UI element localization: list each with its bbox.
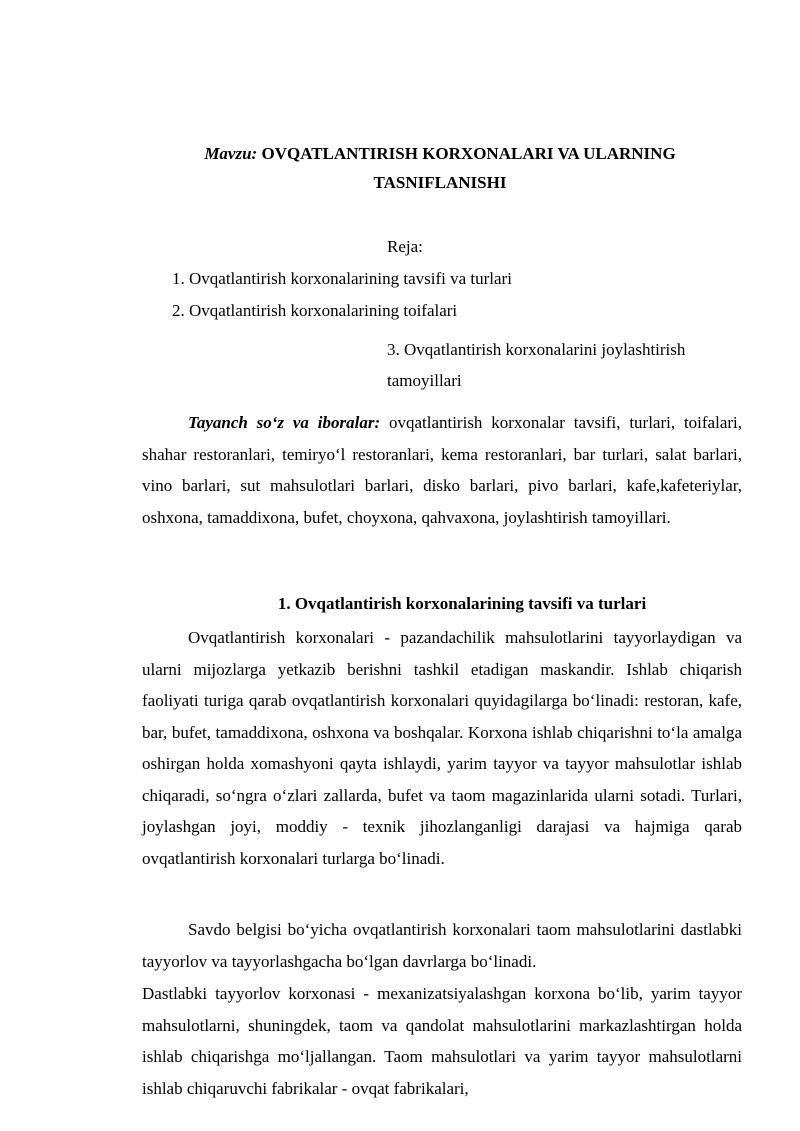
keywords-label: Tayanch so‘z va iboralar: (188, 413, 381, 432)
section-paragraph-2: Savdo belgisi bo‘yicha ovqatlantirish korxonalari taom mahsulotlarini dastlabki tayyorlov va tayyorlashgacha bo‘lgan davrlarga bo‘linadi. (142, 920, 742, 971)
keywords-paragraph (142, 407, 742, 533)
plan-heading: Reja: (387, 237, 423, 256)
section-paragraph-3: Dastlabki tayyorlov korxonasi - mexanizatsiyalashgan korxona bo‘lib, yarim tayyor mahsulotlarni, shuningdek, taom va qandolat mahsulotlarini markazlashtirgan holda ishlab chiqarishga mo‘ljallangan. Taom mahsulotlari va yarim tayyor mahsulotlarni ishlab chiqaruvchi fabrikalar - ovqat fabrikalari, (142, 984, 742, 1098)
plan-item-2: 2. Ovqatlantirish korxonalarining toifalari (172, 301, 458, 320)
plan-item-3: 3. Ovqatlantirish korxonalarini joylashtirish tamoyillari (387, 340, 686, 390)
title-lead: Mavzu: (204, 144, 258, 163)
section-paragraph-1: Ovqatlantirish korxonalari - pazandachilik mahsulotlarini tayyorlaydigan va ularni mijozlarga yetkazib berishni tashkil etadigan maskandir. Ishlab chiqarish faoliyati turiga qarab ovqatlantirish korxonalari quyidagilarga bo‘linadi: restoran, kafe, bar, bufet, tamaddixona, oshxona va boshqalar. Korxona ishlab chiqarishni to‘la amalga oshirgan holda xomashyoni qayta ishlaydi, yarim tayyor va tayyor mahsulotlar ishlab chiqaradi, so‘ngra o‘zlari zallarda, bufet va taom magazinlarida ularni sotadi. Turlari, joylashgan joyi, moddiy - texnik jihozlanganligi darajasi va hajmiga qarab ovqatlantirish korxonalari turlarga bo‘linadi. (142, 628, 742, 868)
document-title (140, 139, 740, 197)
section-heading: 1. Ovqatlantirish korxonalarining tavsifi va turlari (277, 594, 647, 613)
plan-item-1: 1. Ovqatlantirish korxonalarining tavsifi va turlari (172, 269, 512, 288)
keywords-text: ovqatlantirish korxonalar tavsifi, turlari, toifalari, shahar restoranlari, temiryo‘l restoranlari, kema restoranlari, bar turlari, salat barlari, vino barlari, sut mahsulotlari barlari, disko barlari, pivo barlari, kafe,kafeteriylar, oshxona, tamaddixona, bufet, choyxona, qahvaxona, joylashtirish tamoyillari. (142, 413, 742, 527)
title-main: OVQATLANTIRISH KORXONALARI VA ULARNING TASNIFLANISHI (261, 144, 676, 192)
